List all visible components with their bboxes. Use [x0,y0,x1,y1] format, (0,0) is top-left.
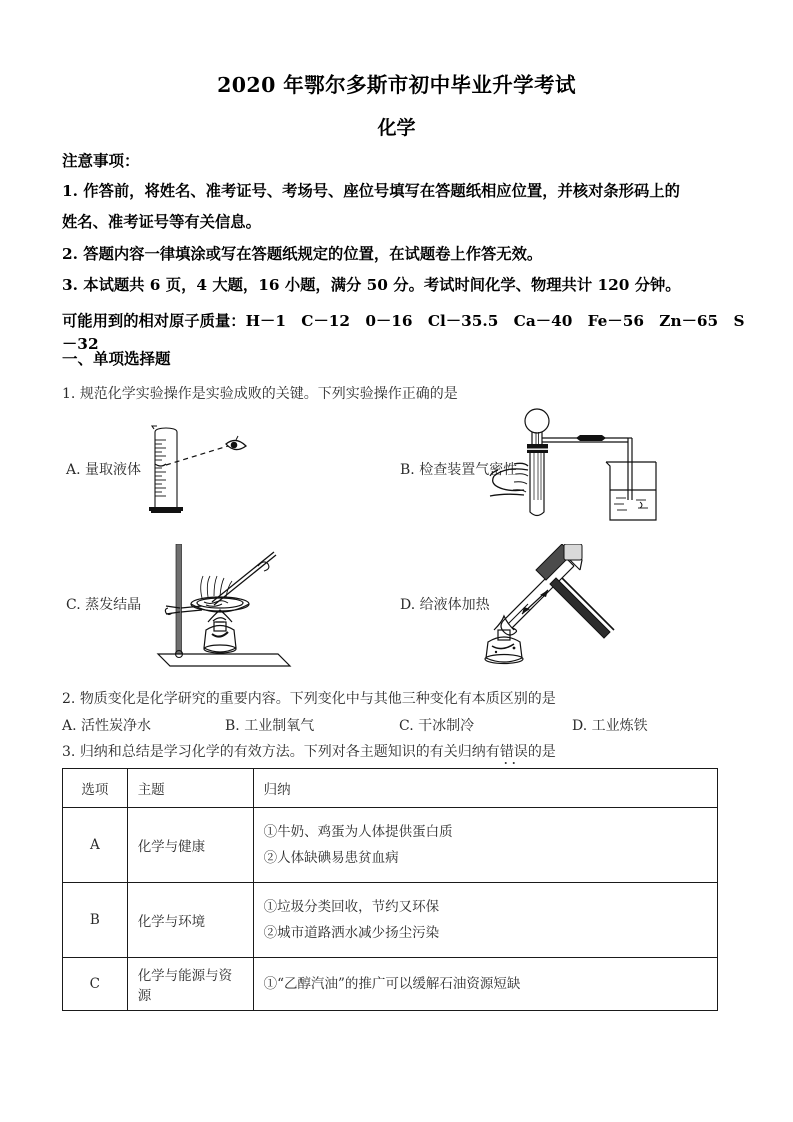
row-b-summary [253,883,717,958]
row-b-summary-2: ②城市道路洒水减少扬尘污染 [263,925,440,941]
evaporation-apparatus-icon [150,544,300,669]
question-2-text: 物质变化是化学研究的重要内容。下列变化中与其他三种变化有本质区别的是 [79,691,556,707]
notice-item-2: 2. 答题内容一律填涂或写在答题纸规定的位置，在试题卷上作答无效。 [62,245,543,263]
table-header-summary: 归纳 [253,769,717,808]
option-b-letter: B. [400,462,415,478]
question-3-text-prefix: 归纳和总结是学习化学的有效方法。下列对各主题知识的有关归纳有 [79,744,500,760]
option-d-letter: D. [400,597,416,613]
graduated-cylinder-diagram [140,404,270,528]
eye-icon [226,436,246,450]
row-a-summary-1: ①牛奶、鸡蛋为人体提供蛋白质 [263,823,453,840]
atomic-mass-values: H－1 C－12 0－16 Cl－35.5 Ca－40 Fe－56 Zn－65 S－32 [62,312,745,353]
row-a-topic: 化学与健康 [127,808,253,883]
row-c-summary [253,958,717,1011]
q2-option-a-text: 活性炭净水 [81,718,152,734]
question-3-stem [62,741,762,761]
table-header-row [63,769,718,808]
heating-liquid-diagram [478,544,638,673]
option-c-text: 蒸发结晶 [85,597,142,613]
hand-icon [490,463,528,496]
option-a-letter: A. [66,462,81,478]
question-1-stem [62,383,762,403]
option-b-text: 检查装置气密性 [419,462,518,478]
option-d-text: 给液体加热 [419,597,490,613]
notice-item-3: 3. 本试题共 6 页，4 大题，16 小题，满分 50 分。考试时间化学、物理共计 120 分钟。 [62,276,681,294]
row-b-option: B [63,883,128,958]
question-1-text: 规范化学实验操作是实验成败的关键。下列实验操作正确的是 [79,386,458,402]
notice-heading: 注意事项： [62,151,140,170]
alcohol-lamp [485,630,523,664]
question-1-option-d-label[interactable] [400,594,490,614]
q2-option-c-letter: C. [399,718,414,734]
question-2-number: 2. [62,691,76,707]
sight-line [166,446,228,465]
q2-option-d-text: 工业炼铁 [591,718,648,734]
test-tube-heating-icon [478,544,638,669]
airtightness-test-diagram [480,404,715,538]
question-2-option-b[interactable] [225,715,314,735]
notice-item-1-line-2: 姓名、准考证号等有关信息。 [62,213,261,231]
question-1-number: 1. [62,386,76,402]
airtightness-apparatus-icon [480,404,715,534]
table-row[interactable] [63,958,718,1011]
row-c-summary-1: ①“乙醇汽油”的推广可以缓解石油资源短缺 [263,975,521,992]
atomic-mass-label: 可能用到的相对原子质量： [62,312,246,330]
stand-rod [176,544,182,654]
graduated-cylinder-icon [140,404,270,524]
row-c-topic: 化学与能源与资源 [127,958,253,1011]
table-row[interactable] [63,808,718,883]
question-2-option-d[interactable] [572,715,648,735]
q2-option-b-text: 工业制氧气 [244,718,315,734]
pinch-clamp-icon [580,435,602,441]
question-2-option-a[interactable] [62,715,151,735]
question-2-option-c[interactable] [399,715,474,735]
table-header-topic: 主题 [127,769,253,808]
table-header-option: 选项 [63,769,128,808]
q2-option-a-letter: A. [62,718,77,734]
subject-title: 化学 [377,117,416,139]
row-a-summary-2: ②人体缺碘易患贫血病 [263,850,399,866]
row-a-summary [253,808,717,883]
option-a-text: 量取液体 [85,462,142,478]
row-b-summary-1: ①垃圾分类回收，节约又环保 [263,898,440,915]
flame-icon [494,616,514,630]
q2-option-b-letter: B. [225,718,240,734]
row-b-topic: 化学与环境 [127,883,253,958]
question-3-number: 3. [62,744,76,760]
summary-table [62,768,718,1011]
stand-base [158,654,290,666]
section-heading-multiple-choice: 一、单项选择题 [62,349,171,368]
notice-item-1-line-1: 1. 作答前，将姓名、准考证号、考场号、座位号填写在答题纸相应位置，并核对条形码上的 [62,182,680,200]
question-1-option-c-label[interactable] [66,594,141,614]
row-a-option: A [63,808,128,883]
q2-option-c-text: 干冰制冷 [418,718,475,734]
table-row[interactable] [63,883,718,958]
beaker-icon [606,462,656,520]
question-2-stem [62,688,762,708]
evaporation-crystallization-diagram [150,544,300,673]
question-3-text-suffix: 的是 [527,744,556,760]
q2-option-d-letter: D. [572,718,588,734]
question-1-option-a-label[interactable] [66,459,141,479]
option-c-letter: C. [66,597,81,613]
page-title: 2020 年鄂尔多斯市初中毕业升学考试 [217,73,576,97]
question-3-emphasis: 错误 [500,741,528,761]
row-c-option: C [63,958,128,1011]
